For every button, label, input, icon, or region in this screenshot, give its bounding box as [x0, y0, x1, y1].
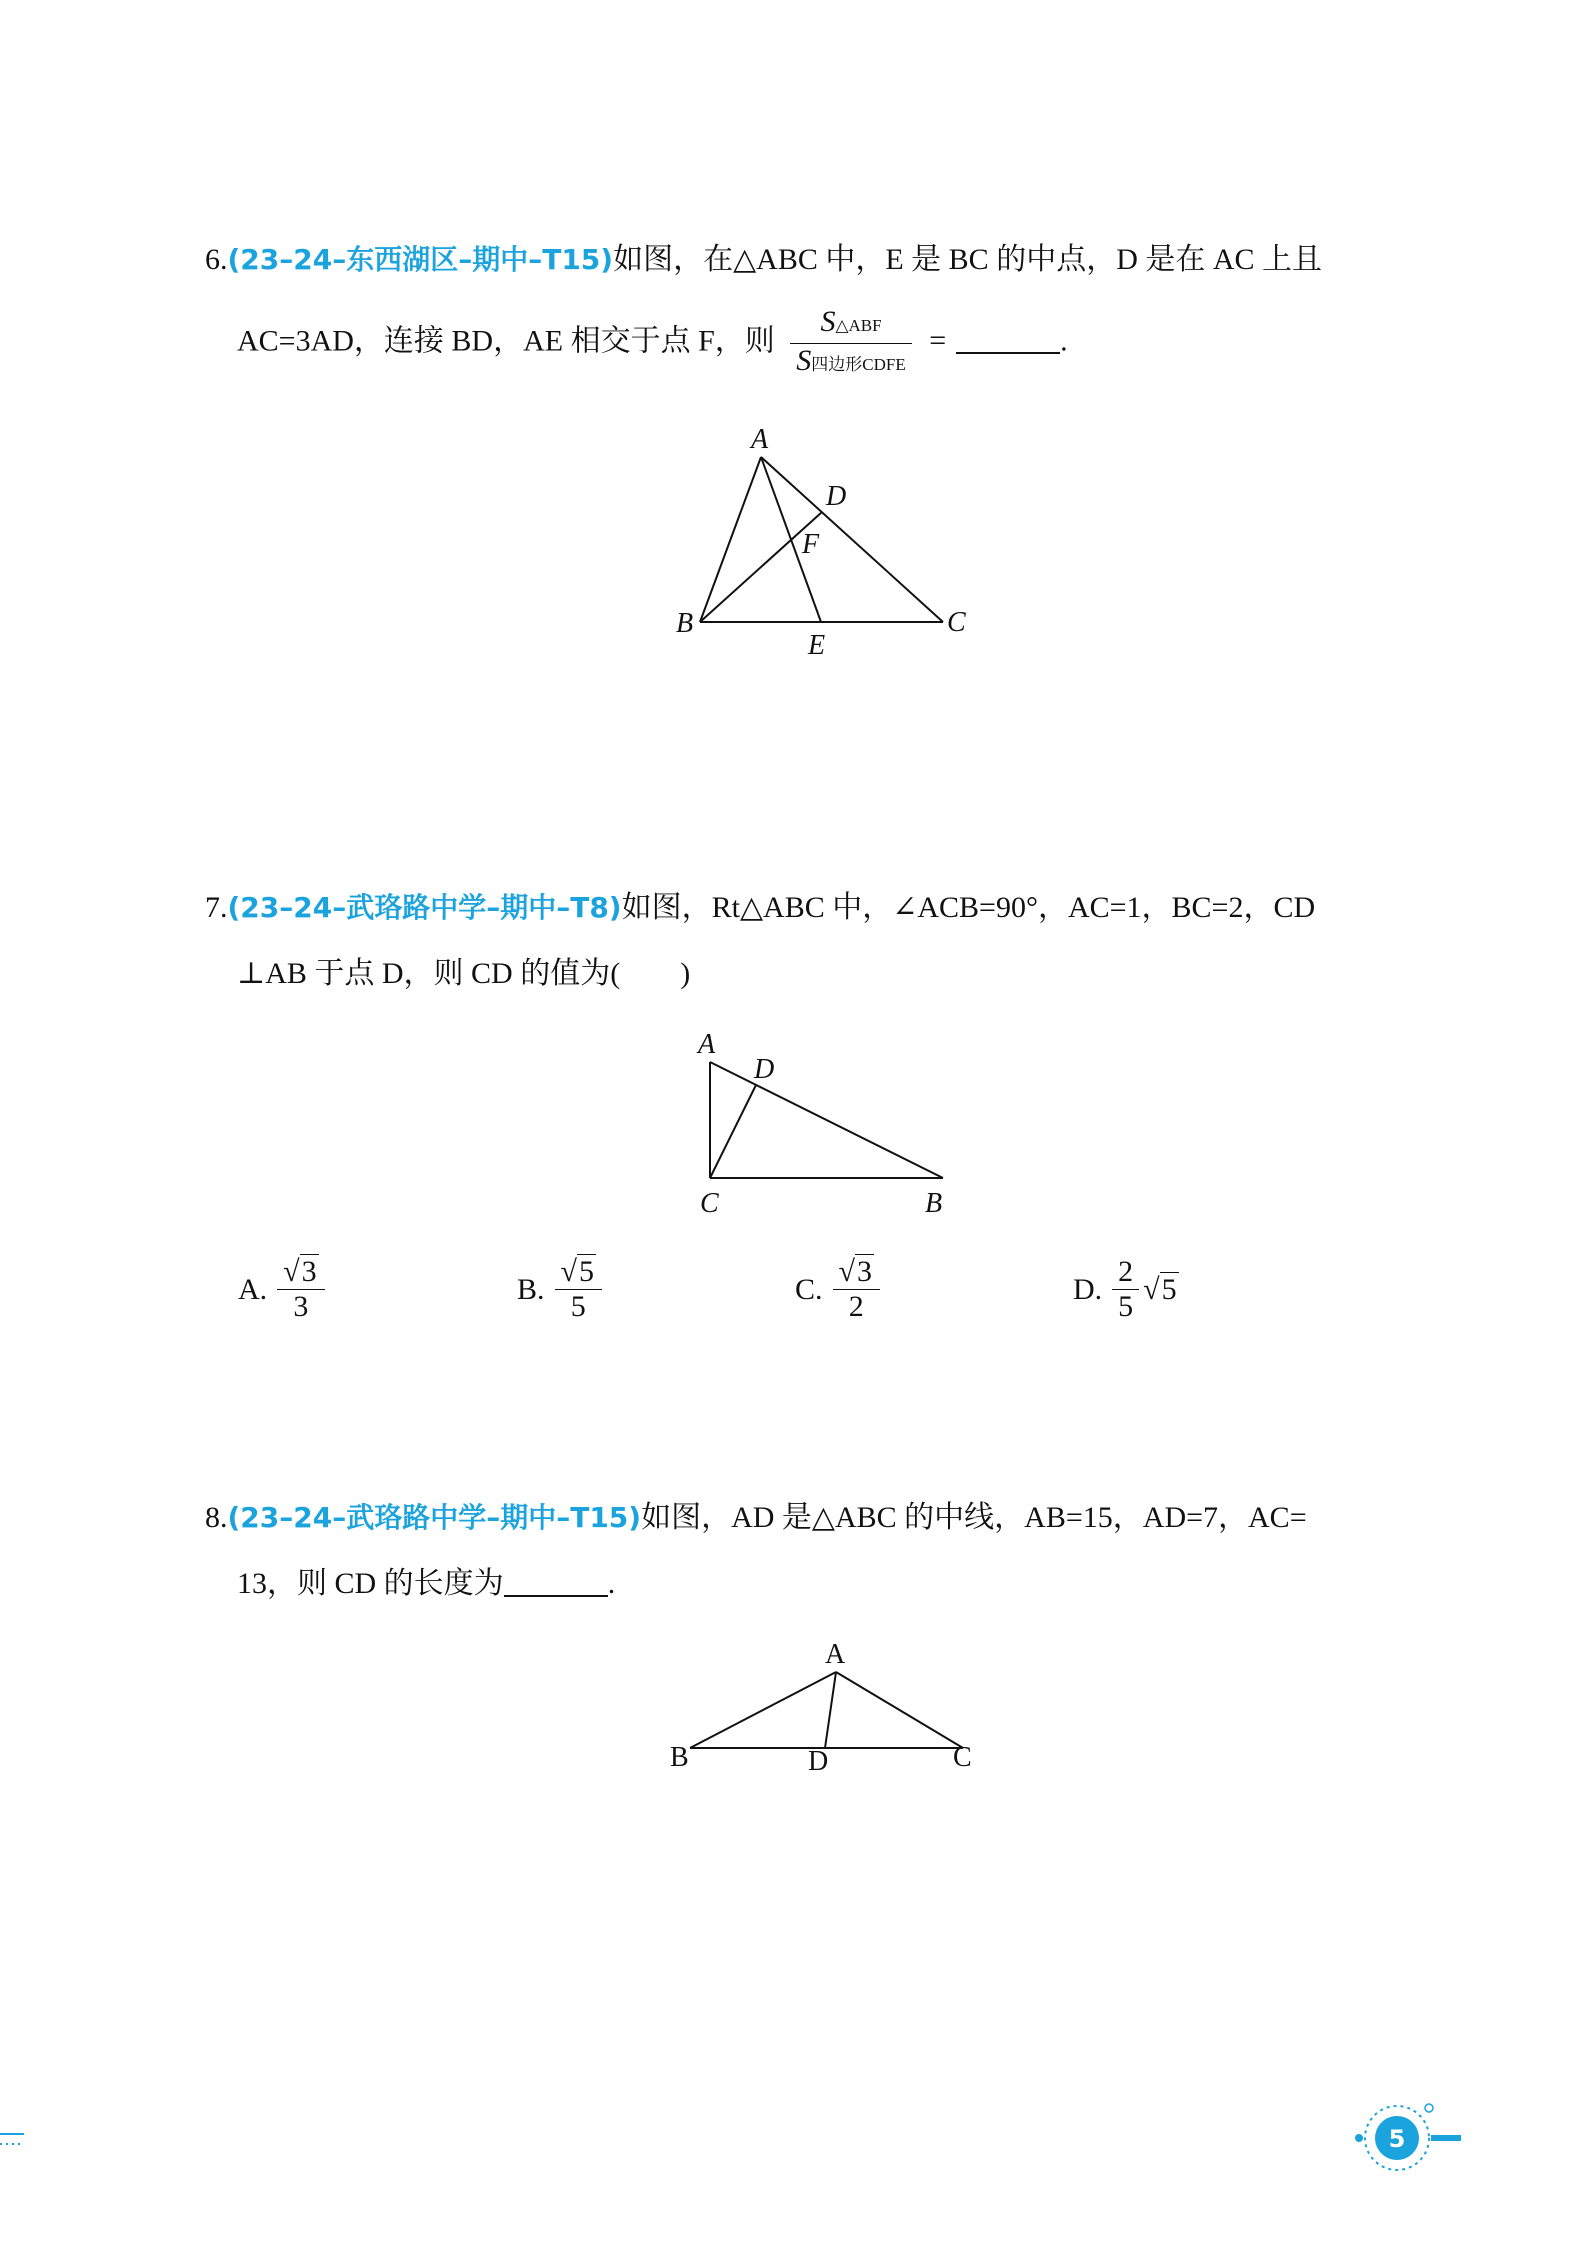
q6-label-e: E — [808, 630, 826, 660]
q7-option-d[interactable] — [1073, 1255, 1179, 1324]
q8-segment-ad — [825, 1672, 836, 1748]
q6-line-1 — [205, 245, 1322, 275]
q7-option-c-den: 2 — [848, 1290, 864, 1323]
q7-option-a-letter: A. — [238, 1272, 268, 1306]
q7-option-b-value — [555, 1255, 602, 1324]
q7-label-d: D — [754, 1054, 775, 1085]
q8-figure — [660, 1630, 990, 1790]
q7-option-d-letter: D. — [1073, 1272, 1103, 1306]
q8-line-2 — [237, 1569, 615, 1599]
q8-source-tag: (23–24–武珞路中学–期中–T15) — [227, 1501, 642, 1534]
q7-option-d-den: 5 — [1118, 1290, 1134, 1323]
q7-option-c-letter: C. — [795, 1272, 823, 1306]
q7-option-d-radicand: 5 — [1161, 1272, 1177, 1306]
q6-segment-ab — [700, 457, 761, 622]
q7-option-c[interactable] — [795, 1255, 880, 1324]
q7-option-a-den: 3 — [293, 1290, 309, 1323]
q6-number: 6. — [205, 243, 228, 276]
q6-segment-ac — [761, 457, 943, 622]
sqrt-icon: √3 — [283, 1255, 317, 1288]
q6-label-c: C — [947, 607, 966, 638]
q7-option-d-fraction — [1112, 1255, 1139, 1324]
q6-ratio-num-sub: △ABF — [835, 316, 882, 335]
q7-stem-line-2: ⊥AB 于点 D，则 CD 的值为( ) — [237, 957, 691, 990]
q7-line-1 — [205, 893, 1315, 923]
q7-option-a[interactable] — [238, 1255, 325, 1324]
page-number: 5 — [1388, 2125, 1406, 2153]
q7-option-b[interactable] — [517, 1255, 602, 1324]
q6-ratio-den-sub: 四边形CDFE — [811, 355, 906, 374]
q6-area-ratio — [790, 305, 911, 382]
q6-equals: = — [929, 324, 947, 358]
q6-stem-line-1: 如图，在△ABC 中，E 是 BC 的中点，D 是在 AC 上且 — [613, 243, 1323, 276]
q6-label-b: B — [676, 608, 694, 639]
q8-line-1 — [205, 1503, 1307, 1533]
q6-figure — [660, 415, 980, 660]
q7-option-d-num: 2 — [1112, 1255, 1139, 1290]
footer-left-decoration — [0, 2128, 30, 2148]
q7-option-a-radicand: 3 — [301, 1255, 317, 1288]
q7-segment-ab — [710, 1062, 943, 1178]
q7-stem-line-1: 如图，Rt△ABC 中，∠ACB=90°，AC=1，BC=2，CD — [621, 891, 1316, 924]
q6-end: . — [1060, 324, 1068, 358]
q7-label-c: C — [700, 1188, 719, 1219]
q7-option-c-radicand: 3 — [856, 1255, 872, 1288]
q8-number: 8. — [205, 1501, 228, 1534]
q8-stem-line-2: 13，则 CD 的长度为 — [237, 1567, 504, 1600]
q7-label-a: A — [698, 1029, 716, 1060]
q7-number: 7. — [205, 891, 228, 924]
q7-segment-cd — [710, 1085, 756, 1178]
q6-answer-blank[interactable] — [956, 326, 1060, 354]
q8-label-c: C — [953, 1742, 972, 1773]
q8-end: . — [607, 1567, 616, 1600]
q6-line-2 — [237, 305, 1068, 382]
q6-label-f: F — [802, 529, 820, 560]
sqrt-icon: √5 — [1143, 1272, 1177, 1306]
q6-label-a: A — [751, 424, 769, 455]
q7-source-tag: (23–24–武珞路中学–期中–T8) — [227, 891, 622, 924]
page-badge-icon — [1345, 2100, 1475, 2180]
sqrt-icon: √3 — [838, 1255, 872, 1288]
q8-label-a: A — [825, 1639, 846, 1670]
q7-label-b: B — [925, 1188, 943, 1219]
sqrt-icon: √5 — [560, 1255, 594, 1288]
q7-option-c-value — [833, 1255, 880, 1324]
q6-ratio-num-s: S — [820, 305, 836, 338]
q8-label-d: D — [808, 1746, 829, 1777]
page-number-badge — [1345, 2100, 1475, 2185]
q8-segment-ab — [690, 1672, 836, 1748]
q6-source-tag: (23–24–东西湖区–期中–T15) — [227, 243, 614, 276]
q7-option-b-radicand: 5 — [578, 1255, 594, 1288]
q7-option-b-letter: B. — [517, 1272, 545, 1306]
q6-ratio-den-s: S — [796, 344, 812, 377]
q7-line-2 — [237, 959, 690, 989]
q8-segment-ac — [836, 1672, 963, 1748]
q7-option-b-den: 5 — [570, 1290, 586, 1323]
q6-label-d: D — [826, 481, 847, 512]
q7-option-a-value — [277, 1255, 324, 1324]
q8-stem-line-1: 如图，AD 是△ABC 的中线，AB=15，AD=7，AC= — [641, 1501, 1307, 1534]
q6-stem-line-2: AC=3AD，连接 BD，AE 相交于点 F，则 — [237, 324, 775, 358]
q8-answer-blank[interactable] — [504, 1569, 608, 1597]
q7-figure — [680, 1020, 980, 1230]
q8-label-b: B — [670, 1742, 689, 1773]
